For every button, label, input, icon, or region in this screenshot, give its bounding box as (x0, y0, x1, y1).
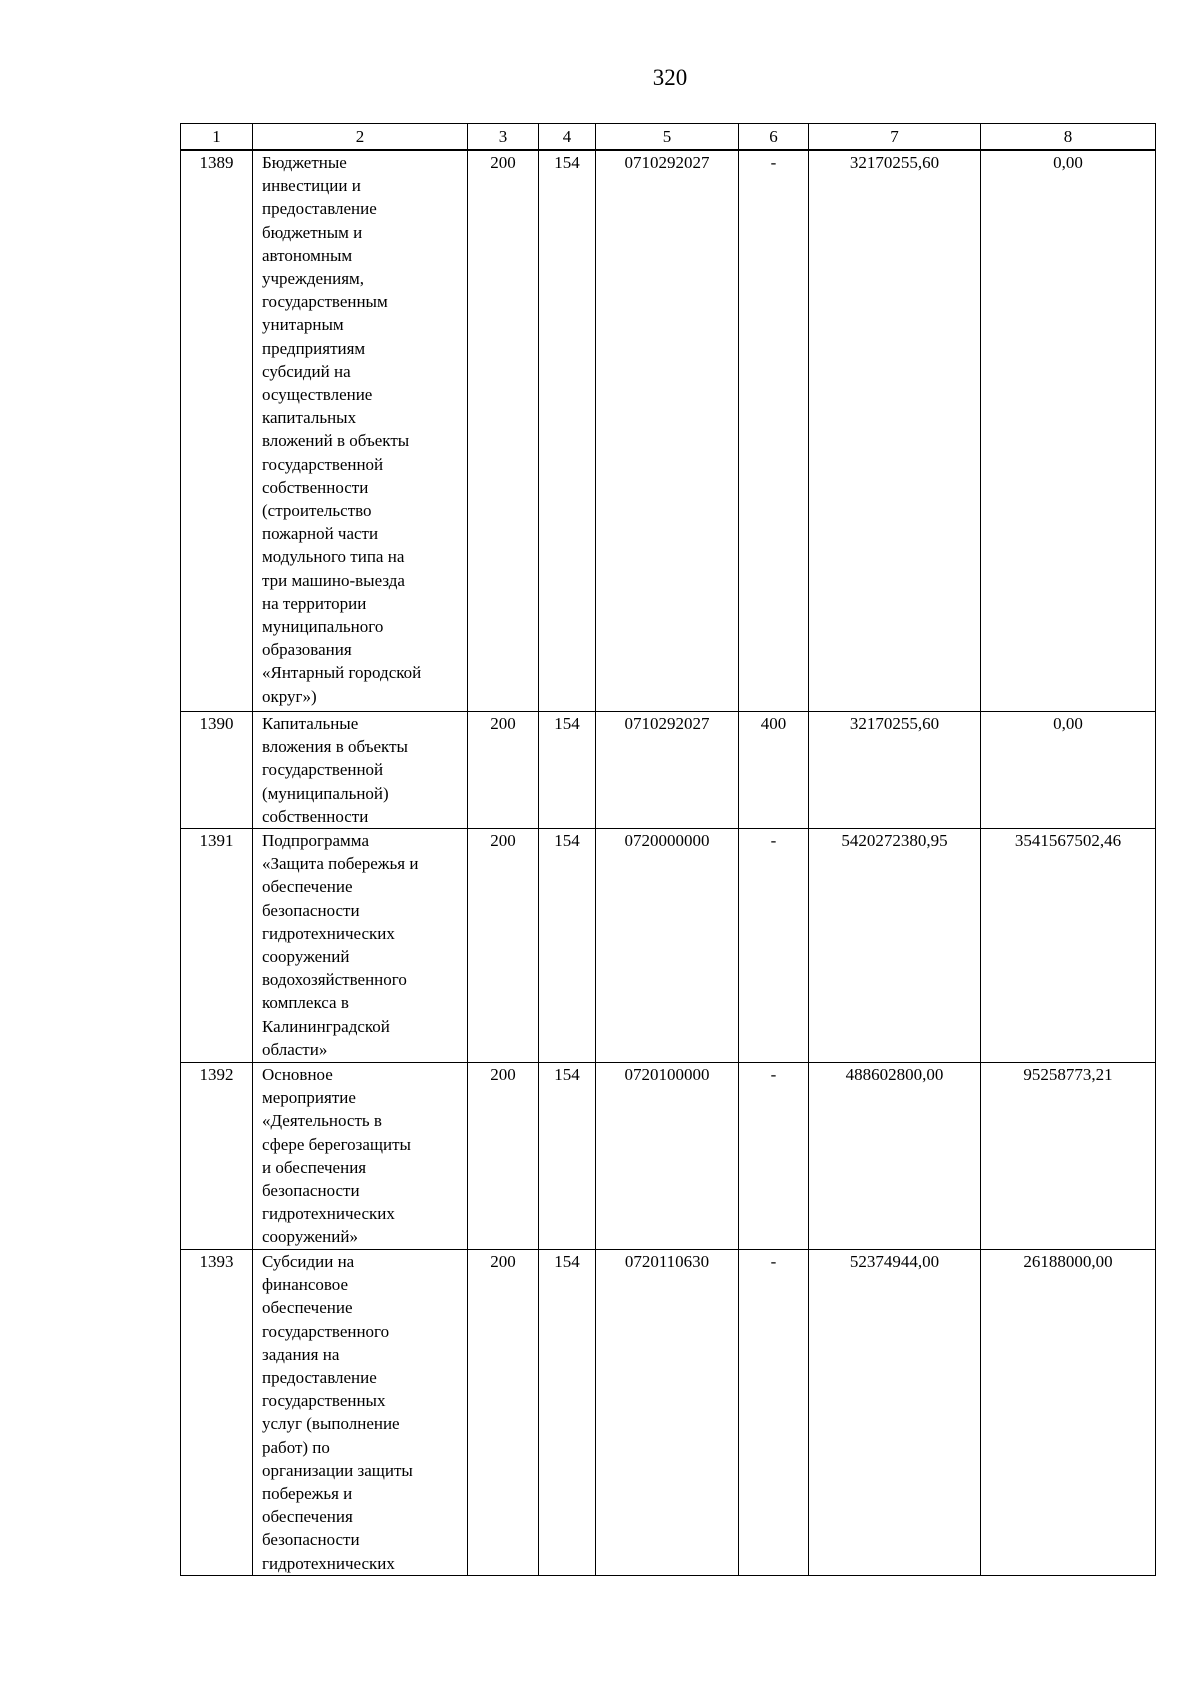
row-number: 1389 (181, 150, 253, 712)
budget-table (180, 123, 1156, 1576)
cell-col5: 0720100000 (596, 1063, 739, 1250)
cell-col6: - (739, 1063, 809, 1250)
row-number: 1393 (181, 1250, 253, 1576)
cell-col5: 0710292027 (596, 150, 739, 712)
cell-col6: 400 (739, 712, 809, 829)
cell-col4: 154 (539, 1250, 596, 1576)
row-description (253, 1063, 468, 1250)
table-row (181, 150, 1156, 712)
cell-col3: 200 (468, 1250, 539, 1576)
cell-col7: 488602800,00 (809, 1063, 981, 1250)
column-header: 3 (468, 124, 539, 151)
row-description (253, 1250, 468, 1576)
cell-col7: 52374944,00 (809, 1250, 981, 1576)
cell-col5: 0720000000 (596, 829, 739, 1063)
column-header: 5 (596, 124, 739, 151)
row-number: 1391 (181, 829, 253, 1063)
row-description-text: Субсидии на финансовое обеспечение государственного задания на предоставление государственных услуг (выполнение работ) по организации защиты побережья и обеспечения безопасности гидротехнических (262, 1252, 413, 1573)
cell-col7: 32170255,60 (809, 150, 981, 712)
cell-col3: 200 (468, 712, 539, 829)
table-row (181, 1063, 1156, 1250)
row-number: 1390 (181, 712, 253, 829)
row-number: 1392 (181, 1063, 253, 1250)
column-header: 2 (253, 124, 468, 151)
table-row (181, 712, 1156, 829)
table-row (181, 829, 1156, 1063)
cell-col4: 154 (539, 829, 596, 1063)
column-header: 7 (809, 124, 981, 151)
table-header-row (181, 124, 1156, 151)
row-description-text: Бюджетные инвестиции и предоставление бюджетным и автономным учреждениям, государственным унитарным предприятиям субсидий на осуществление капитальных вложений в объекты государственной собственности (строительство пожарной части модульного типа на три машино-выезда на территории муниципального образования «Янтарный городской округ») (262, 153, 422, 706)
cell-col4: 154 (539, 1063, 596, 1250)
column-header: 4 (539, 124, 596, 151)
cell-col3: 200 (468, 829, 539, 1063)
cell-col5: 0710292027 (596, 712, 739, 829)
cell-col6: - (739, 829, 809, 1063)
cell-col7: 32170255,60 (809, 712, 981, 829)
cell-col7: 5420272380,95 (809, 829, 981, 1063)
cell-col6: - (739, 150, 809, 712)
page-number: 320 (652, 65, 688, 90)
column-header: 8 (981, 124, 1156, 151)
cell-col3: 200 (468, 1063, 539, 1250)
cell-col4: 154 (539, 150, 596, 712)
column-header: 1 (181, 124, 253, 151)
row-description-text: Подпрограмма «Защита побережья и обеспечение безопасности гидротехнических сооружений водохозяйственного комплекса в Калининградской области» (262, 831, 419, 1059)
cell-col8: 95258773,21 (981, 1063, 1156, 1250)
cell-col8: 3541567502,46 (981, 829, 1156, 1063)
cell-col8: 0,00 (981, 150, 1156, 712)
table-row (181, 1250, 1156, 1576)
cell-col8: 26188000,00 (981, 1250, 1156, 1576)
row-description-text: Основное мероприятие «Деятельность в сфере берегозащиты и обеспечения безопасности гидротехнических сооружений» (262, 1065, 411, 1247)
cell-col8: 0,00 (981, 712, 1156, 829)
cell-col5: 0720110630 (596, 1250, 739, 1576)
cell-col4: 154 (539, 712, 596, 829)
column-header: 6 (739, 124, 809, 151)
cell-col3: 200 (468, 150, 539, 712)
row-description (253, 829, 468, 1063)
row-description (253, 150, 468, 712)
row-description (253, 712, 468, 829)
cell-col6: - (739, 1250, 809, 1576)
row-description-text: Капитальные вложения в объекты государственной (муниципальной) собственности (262, 714, 408, 826)
